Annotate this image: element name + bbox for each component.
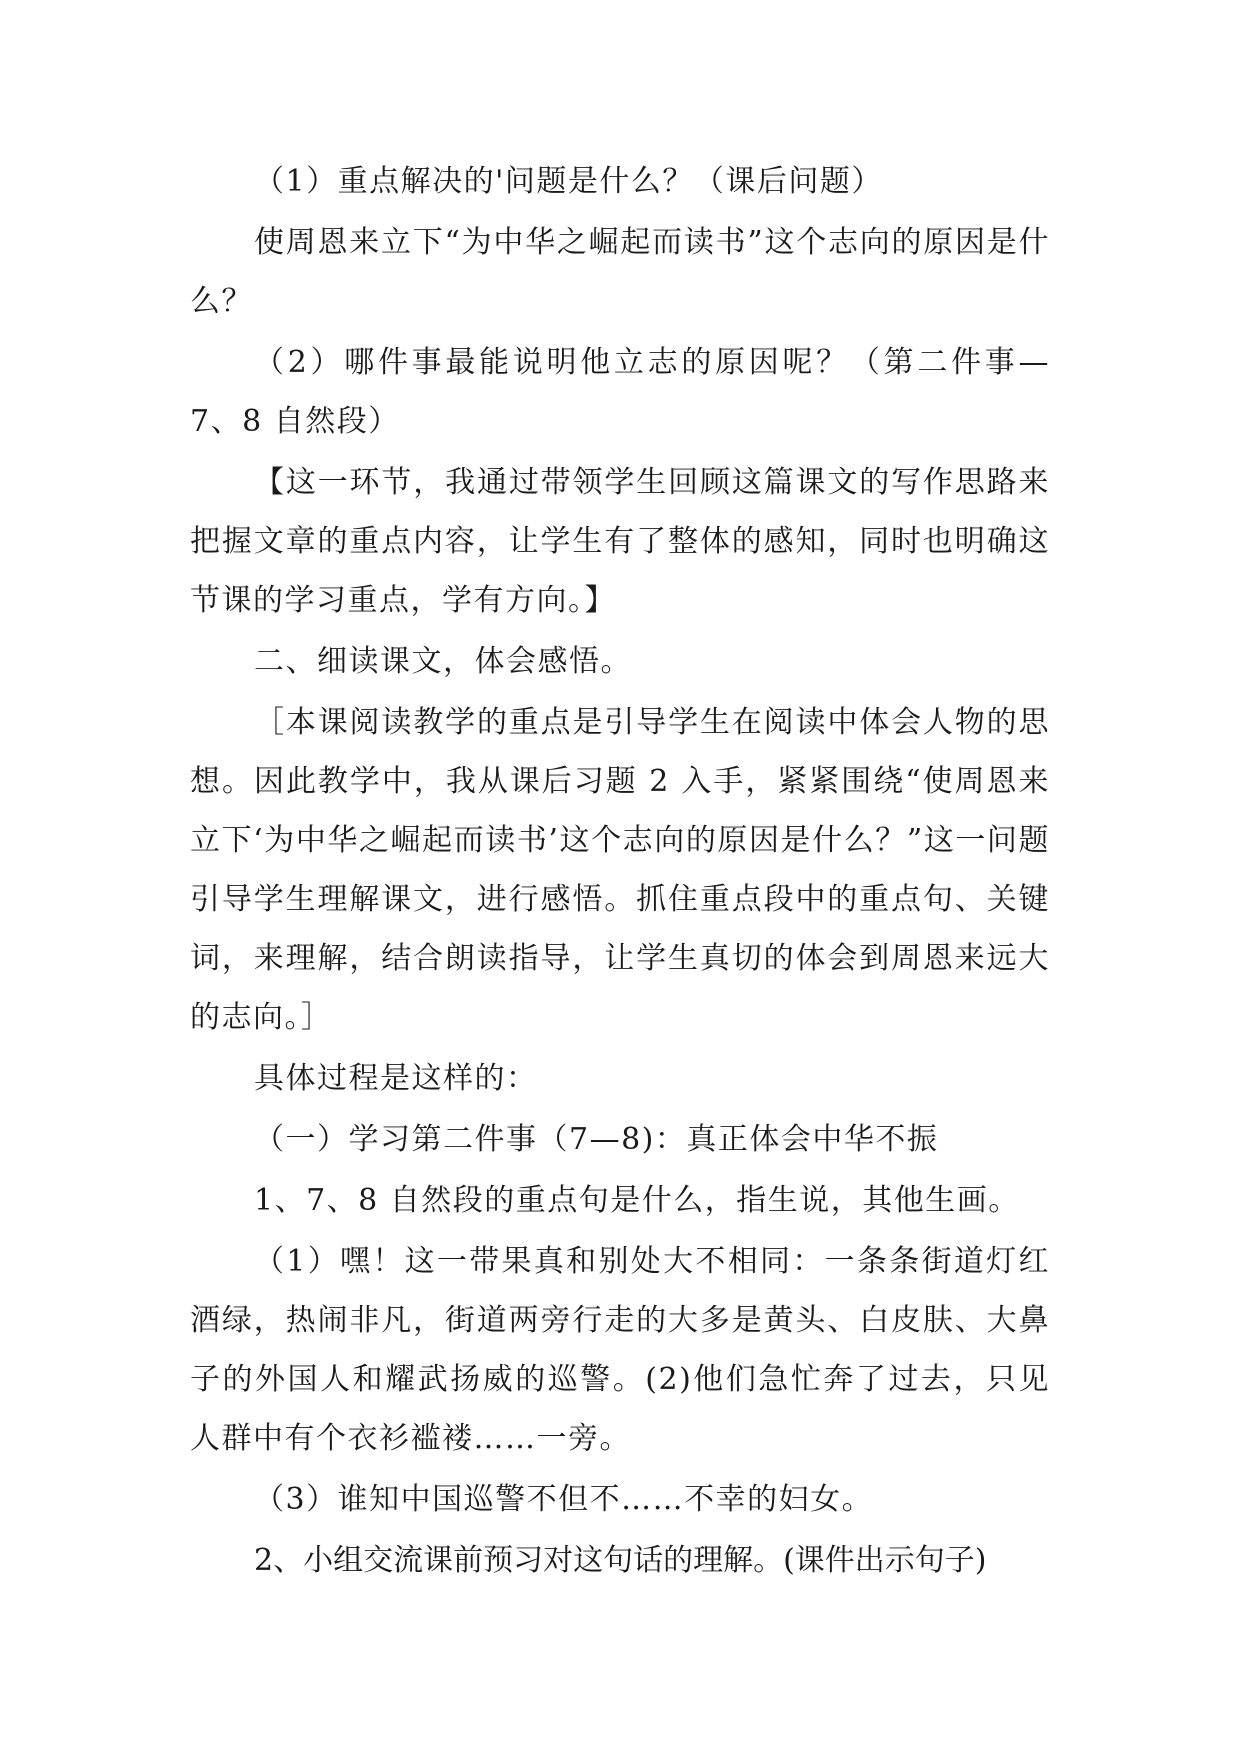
paragraph-key-sentence-3: （3）谁知中国巡警不但不……不幸的妇女。 [254, 1482, 874, 1517]
paragraph-question-2: （2）哪件事最能说明他立志的原因呢？（第二件事—7、8 自然段） [190, 345, 1050, 439]
subsection-heading-1: （一）学习第二件事（7—8)：真正体会中华不振 [254, 1122, 939, 1157]
paragraph-key-sentences: （1）嘿！这一带果真和别处大不相同：一条条街道灯红酒绿，热闹非凡，街道两旁行走的大多是黄头、白皮肤、大鼻子的外国人和耀武扬威的巡警。(2)他们急忙奔了过去，只见人群中有个衣衫褴褛……一旁。 [190, 1244, 1050, 1456]
paragraph-note-1: 【这一环节，我通过带领学生回顾这篇课文的写作思路来把握文章的重点内容，让学生有了整体的感知，同时也明确这节课的学习重点，学有方向。】 [190, 465, 1050, 618]
document-body [190, 152, 1050, 1592]
paragraph-question-1: （1）重点解决的'问题是什么？（课后问题） [254, 164, 883, 199]
paragraph-note-2: ［本课阅读教学的重点是引导学生在阅读中体会人物的思想。因此教学中，我从课后习题 2 入手，紧紧围绕“使周恩来立下‘为中华之崛起而读书’这个志向的原因是什么？”这一问题引导学生理解课文，进行感悟。抓住重点段中的重点句、关键词，来理解，结合朗读指导，让学生真切的体会到周恩来远大的志向。］ [190, 705, 1050, 1035]
paragraph-process-intro: 具体过程是这样的： [254, 1061, 538, 1096]
paragraph-question-1-detail: 使周恩来立下“为中华之崛起而读书”这个志向的原因是什么？ [190, 225, 1050, 319]
section-heading-2: 二、细读课文，体会感悟。 [254, 644, 632, 679]
paragraph-step-1: 1、7、8 自然段的重点句是什么，指生说，其他生画。 [254, 1183, 1020, 1218]
paragraph-step-2: 2、小组交流课前预习对这句话的理解。(课件出示句子) [254, 1543, 987, 1578]
